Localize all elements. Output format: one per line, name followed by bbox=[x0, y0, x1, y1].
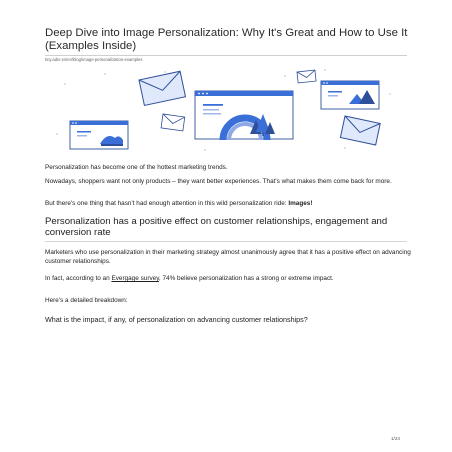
section-heading: Personalization has a positive effect on customer relationships, engagement and conversion rate bbox=[45, 216, 388, 239]
survey-text-before: In fact, according to an bbox=[45, 275, 112, 282]
paragraph-images-bold: Images! bbox=[288, 200, 313, 207]
envelope-icon bbox=[340, 116, 380, 145]
paragraph-intro: Personalization has become one of the hottest marketing trends. bbox=[45, 164, 228, 171]
hero-illustration bbox=[45, 64, 407, 154]
paragraph-images-text: But there's one thing that hasn't had enough attention in this wild personalization ride: bbox=[45, 200, 289, 207]
paragraph-images bbox=[45, 200, 415, 209]
survey-text-after: , 74% believe personalization has a strong or extreme impact. bbox=[158, 275, 334, 282]
browser-window-center bbox=[195, 91, 293, 140]
article-title: Deep Dive into Image Personalization: Why It's Great and How to Use It (Examples Inside) bbox=[45, 27, 408, 52]
envelope-icon bbox=[297, 70, 316, 83]
paragraph-breakdown: Here's a detailed breakdown: bbox=[45, 297, 128, 304]
page-number: 1/24 bbox=[391, 436, 400, 441]
envelope-icon bbox=[161, 114, 185, 131]
paragraph-marketers: Marketers who use personalization in their marketing strategy almost unanimously agree that it has a positive effect on advancing customer relationships. bbox=[45, 249, 411, 265]
browser-window-left bbox=[70, 121, 128, 149]
browser-window-right bbox=[321, 81, 379, 109]
question-heading: What is the impact, if any, of personalization on advancing customer relationships? bbox=[45, 315, 308, 324]
article-url: tiny.adnr.es/en/blog/image-personalization-examples bbox=[45, 57, 143, 62]
section-divider bbox=[45, 241, 407, 242]
envelope-icon bbox=[139, 71, 185, 105]
title-divider bbox=[45, 55, 407, 56]
paragraph-shoppers: Nowadays, shoppers want not only products – they want better experiences. That's what makes them come back for more. bbox=[45, 178, 392, 185]
evergage-survey-link[interactable]: Evergage survey bbox=[111, 275, 159, 282]
paragraph-survey bbox=[45, 275, 415, 284]
